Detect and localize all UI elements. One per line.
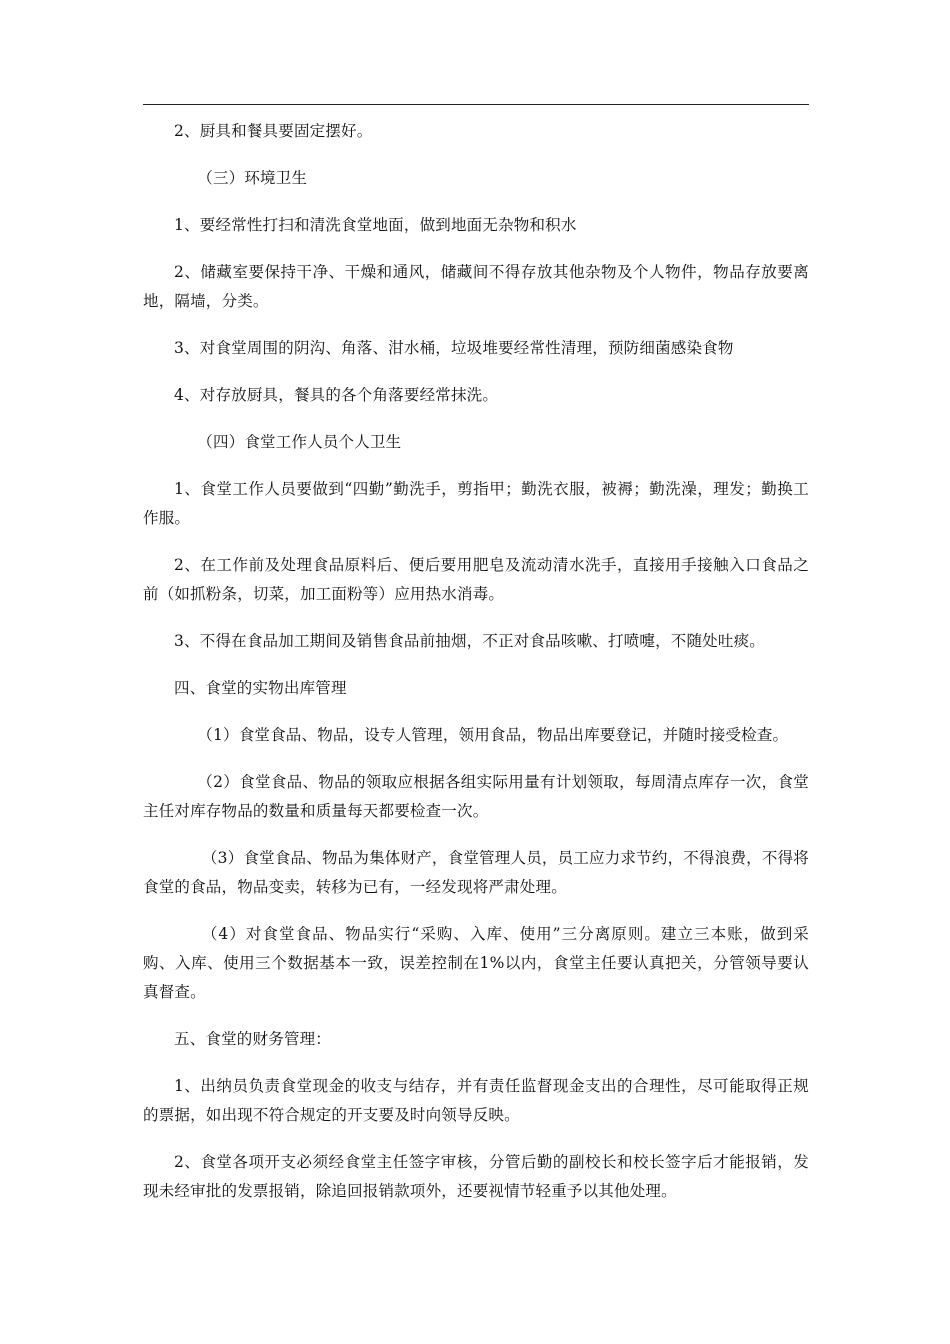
paragraph: 2、食堂各项开支必须经食堂主任签字审核，分管后勤的副校长和校长签字后才能报销，发现未经审批的发票报销，除追回报销款项外，还要视情节轻重予以其他处理。 xyxy=(143,1153,809,1200)
paragraph: （2）食堂食品、物品的领取应根据各组实际用量有计划领取，每周清点库存一次，食堂主任对库存物品的数量和质量每天都要检查一次。 xyxy=(143,773,809,820)
paragraph: 3、对食堂周围的阴沟、角落、泔水桶，垃圾堆要经常性清理，预防细菌感染食物 xyxy=(174,339,734,357)
paragraph: 1、要经常性打扫和清洗食堂地面，做到地面无杂物和积水 xyxy=(174,216,577,234)
paragraph: 2、在工作前及处理食品原料后、便后要用肥皂及流动清水洗手，直接用手接触入口食品之前（如抓粉条，切菜，加工面粉等）应用热水消毒。 xyxy=(143,556,809,603)
paragraph: （3）食堂食品、物品为集体财产，食堂管理人员，员工应力求节约，不得浪费，不得将食堂的食品，物品变卖，转移为已有，一经发现将严肃处理。 xyxy=(143,849,809,896)
paragraph: 1、食堂工作人员要做到“四勤”勤洗手，剪指甲；勤洗衣服，被褥；勤洗澡，理发；勤换工作服。 xyxy=(143,480,809,527)
header-rule xyxy=(143,104,809,105)
paragraph: （4）对食堂食品、物品实行“采购、入库、使用”三分离原则。建立三本账，做到采购、入库、使用三个数据基本一致，误差控制在1%以内，食堂主任要认真把关，分管领导要认真督查。 xyxy=(143,925,809,1001)
paragraph: 2、储藏室要保持干净、干燥和通风，储藏间不得存放其他杂物及个人物件，物品存放要离地，隔墙，分类。 xyxy=(143,263,809,310)
section-heading: 五、食堂的财务管理： xyxy=(174,1030,332,1048)
paragraph: 4、对存放厨具，餐具的各个角落要经常抹洗。 xyxy=(174,386,499,404)
section-heading: 四、食堂的实物出库管理 xyxy=(174,679,347,697)
paragraph: （1）食堂食品、物品，设专人管理，领用食品，物品出库要登记，并随时接受检查。 xyxy=(197,726,789,744)
document-body xyxy=(143,117,809,1224)
section-heading: （三）环境卫生 xyxy=(197,169,308,187)
paragraph: 3、不得在食品加工期间及销售食品前抽烟，不正对食品咳嗽、打喷嚏，不随处吐痰。 xyxy=(174,632,765,650)
section-heading: （四）食堂工作人员个人卫生 xyxy=(197,433,402,451)
paragraph: 2、厨具和餐具要固定摆好。 xyxy=(174,122,373,140)
paragraph: 1、出纳员负责食堂现金的收支与结存，并有责任监督现金支出的合理性，尽可能取得正规的票据，如出现不符合规定的开支要及时向领导反映。 xyxy=(143,1077,809,1124)
